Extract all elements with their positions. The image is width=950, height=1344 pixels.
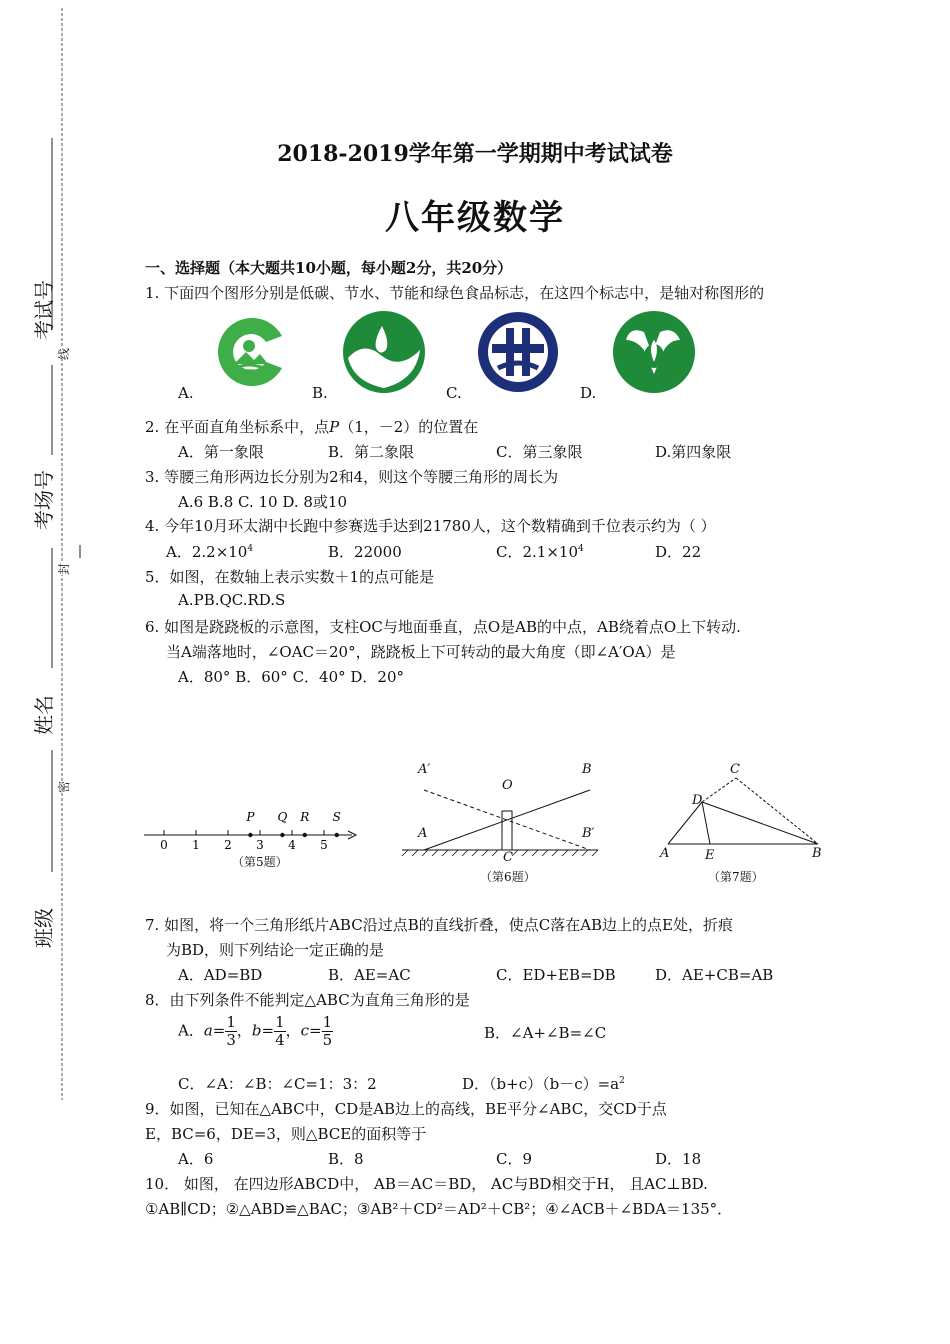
q2-option-a: A．第一象限 [178, 443, 264, 461]
figure-6-caption: （第6题） [480, 870, 536, 884]
exam-title: 2018-2019学年第一学期期中考试试卷 [277, 141, 673, 167]
q4-option-d: D．22 [655, 543, 702, 561]
q2-point-name: P [329, 418, 340, 436]
fig5-point-P [248, 833, 252, 837]
q5-options: A.PB.QC.RD.S [178, 591, 286, 609]
subject-title: 八年级数学 [385, 198, 565, 238]
q2-option-b: B．第二象限 [328, 443, 415, 461]
question-2-stem [145, 416, 478, 437]
fig5-tick-label-2: 2 [224, 838, 232, 852]
q8-option-c: C．∠A：∠B：∠C=1：3：2 [178, 1075, 377, 1093]
q7-option-b: B．AE=AC [328, 966, 411, 984]
exam-number-label: 考试号 [32, 280, 56, 340]
q4-option-a: A．$2.2\times 10^4$ [166, 543, 254, 561]
fig5-point-label-Q: Q [277, 810, 288, 824]
water-saving-logo-icon [342, 310, 426, 394]
fig5-tick-label-4: 4 [288, 838, 296, 852]
fig5-point-label-P: P [246, 810, 255, 824]
q9-option-c: C．9 [496, 1150, 533, 1168]
question-7-line1: 7. 如图，将一个三角形纸片ABC沿过点B的直线折叠，使点C落在AB边上的点E处，折痕 [145, 916, 733, 934]
section-heading: 一、选择题（本大题共10小题，每小题2分，共20分） [145, 259, 513, 277]
binding-margin-lines [0, 0, 110, 1120]
q8-option-b: B．∠A+∠B=∠C [484, 1024, 607, 1042]
fig7-label-a: A [660, 846, 670, 861]
question-4-stem: 4. 今年10月环太湖中长跑中参赛选手达到21780人，这个数精确到千位表示约为（ ） [145, 517, 716, 535]
q1-option-c: C. [446, 384, 462, 402]
name-label: 姓名 [32, 695, 56, 735]
q9-option-a: A．6 [178, 1150, 214, 1168]
class-label: 班级 [32, 908, 56, 948]
q7-option-a: A．AD=BD [178, 966, 263, 984]
fig5-point-label-R: R [300, 810, 310, 824]
seal-mark-xian: 线 [57, 347, 71, 360]
q9-option-d: D．18 [655, 1150, 702, 1168]
fig5-tick-label-0: 0 [160, 838, 168, 852]
fig6-label-o: O [502, 778, 513, 793]
question-3-stem: 3. 等腰三角形两边长分别为2和4，则这个等腰三角形的周长为 [145, 468, 559, 486]
fig5-tick-label-5: 5 [320, 838, 328, 852]
fig5-tick-label-1: 1 [192, 838, 200, 852]
question-1-stem: 1. 下面四个图形分别是低碳、节水、节能和绿色食品标志，在这四个标志中，是轴对称图形的 [145, 284, 765, 302]
q1-option-d: D. [580, 384, 597, 402]
low-carbon-logo-icon [208, 310, 292, 394]
fig5-point-R [303, 833, 307, 837]
q9-option-b: B．8 [328, 1150, 364, 1168]
q8-option-a: A．a= $\frac{1}{3}$ ，b= $\frac{1}{4}$ ，c= $\frac{1}{5}$ [178, 1013, 333, 1049]
q2-option-d: D.第四象限 [655, 443, 732, 461]
question-10-line1: 10． 如图， 在四边形ABCD中， AB＝AC＝BD， AC与BD相交于H， 且AC⊥BD. [145, 1175, 708, 1193]
fig6-label-c: C [503, 850, 513, 865]
seal-mark-feng: 封 [57, 562, 71, 575]
q3-options: A.6 B.8 C. 10 D. 8或10 [178, 493, 348, 511]
fig5-tick-label-3: 3 [256, 838, 264, 852]
question-10-line2: ①AB∥CD；②△ABD≌△BAC；③AB²＋CD²＝AD²＋CB²；④∠ACB＋∠BDA＝135°． [145, 1200, 733, 1218]
fig5-point-label-S: S [332, 810, 341, 824]
green-food-logo-icon [612, 310, 696, 394]
q6-options: A．80° B．60° C．40° D．20° [178, 668, 405, 686]
q2-stem-part-a: 2. 在平面直角坐标系中，点 [145, 418, 330, 436]
question-9-line1: 9．如图，已知在△ABC中，CD是AB边上的高线，BE平分∠ABC，交CD于点 [145, 1100, 667, 1118]
question-6-line2: 当A端落地时，∠OAC＝20°，跷跷板上下可转动的最大角度（即∠A′OA）是 [166, 643, 676, 661]
fig7-label-e: E [705, 848, 715, 863]
q8-option-d: D．$(b+c)(b-c)=a^2$ [462, 1075, 625, 1093]
exam-room-label: 考场号 [32, 470, 56, 530]
question-9-line2: E，BC=6，DE=3，则△BCE的面积等于 [145, 1125, 427, 1143]
fig5-point-Q [280, 833, 284, 837]
q1-option-b: B. [312, 384, 328, 402]
figure-7-caption: （第7题） [708, 870, 764, 884]
energy-saving-logo-icon [476, 310, 560, 394]
question-7-line2: 为BD，则下列结论一定正确的是 [166, 941, 385, 959]
seal-mark-mi: 密 [57, 780, 71, 793]
question-6-line1: 6. 如图是跷跷板的示意图，支柱OC与地面垂直，点O是AB的中点，AB绕着点O上下转动. [145, 618, 741, 636]
fig6-label-a-prime: A′ [418, 762, 431, 777]
question-5-stem: 5．如图，在数轴上表示实数＋1的点可能是 [145, 568, 435, 586]
fig7-label-b: B [812, 846, 822, 861]
q2-stem-part-b: （1，－2）的位置在 [339, 418, 479, 436]
q2-option-c: C．第三象限 [496, 443, 583, 461]
fig7-label-d: D [692, 793, 703, 808]
figure-5-caption: （第5题） [232, 855, 288, 869]
question-8-stem: 8．由下列条件不能判定△ABC为直角三角形的是 [145, 991, 470, 1009]
figure-5-number-line [140, 800, 370, 860]
q7-option-d: D．AE+CB=AB [655, 966, 774, 984]
fig6-label-a: A [418, 826, 428, 841]
q1-option-a: A. [178, 384, 194, 402]
q4-option-b: B．22000 [328, 543, 402, 561]
fig7-label-c: C [730, 762, 740, 777]
q4-option-c: C．$2.1\times 10^4$ [496, 543, 584, 561]
q7-option-c: C．ED+EB=DB [496, 966, 616, 984]
fig5-point-S [335, 833, 339, 837]
fig6-label-b-prime: B′ [582, 826, 595, 841]
fig6-label-b: B [582, 762, 592, 777]
